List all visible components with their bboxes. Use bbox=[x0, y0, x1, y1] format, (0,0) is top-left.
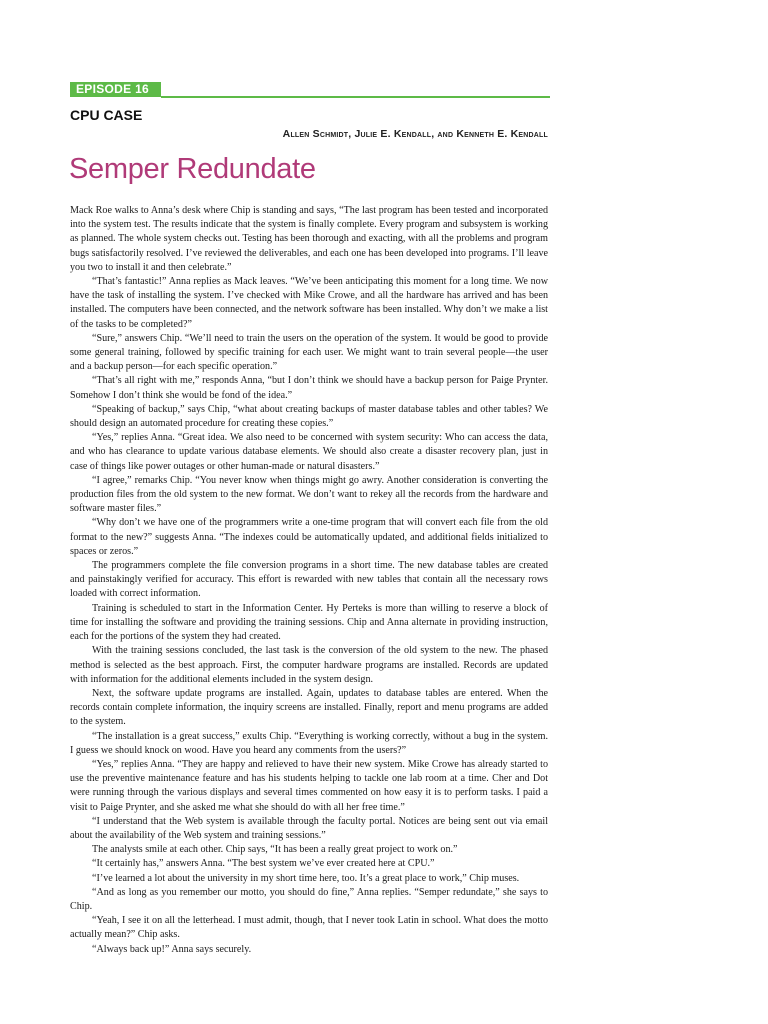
paragraph: “And as long as you remember our motto, you should do fine,” Anna replies. “Semper redundate,” she says to Chip. bbox=[70, 886, 548, 912]
case-title: CPU CASE bbox=[70, 107, 143, 123]
paragraph: “That’s all right with me,” responds Anna, “but I don’t think we should have a backup person for Paige Prynter. Somehow I don’t think she would be fond of the idea.” bbox=[70, 375, 548, 401]
story-title: Semper Redundate bbox=[69, 153, 316, 185]
paragraph: Next, the software update programs are installed. Again, updates to database tables are entered. When the records contain complete information, the inquiry screens are installed. Finally, report and menu programs are added to the system. bbox=[70, 687, 548, 728]
paragraph: With the training sessions concluded, the last task is the conversion of the old system to the new. The phased method is selected as the best approach. First, the computer hardware programs are installed. Records are updated with information for the additional elements included in the system design. bbox=[70, 645, 548, 685]
paragraph: “Yes,” replies Anna. “Great idea. We also need to be concerned with system security: Who can access the data, and who has clearance to update various database elements. We should also create a disaster recovery plan, just in case of things like power outages or other human-made or natural disasters.” bbox=[70, 432, 548, 472]
paragraph: “I understand that the Web system is available through the faculty portal. Notices are being sent out via email about the availability of the Web system and training sessions.” bbox=[70, 815, 548, 841]
paragraph: “That’s fantastic!” Anna replies as Mack leaves. “We’ve been anticipating this moment for a long time. We now have the task of installing the system. I’ve checked with Mike Crowe, and all the hardware has arrived and has been installed. The computers have been connected, and the network software has been installed. Why don’t we make a list of the tasks to be completed?” bbox=[70, 276, 548, 330]
paragraph: The analysts smile at each other. Chip says, “It has been a really great project to work on.” bbox=[92, 844, 458, 856]
story-body bbox=[70, 204, 548, 957]
paragraph: “Speaking of backup,” says Chip, “what about creating backups of master database tables and other tables? We should design an automated procedure for creating these copies.” bbox=[70, 403, 548, 430]
authors-line: Allen Schmidt, Julie E. Kendall, and Kenneth E. Kendall bbox=[282, 128, 548, 140]
paragraph: “The installation is a great success,” exults Chip. “Everything is working correctly, without a bug in the system. I guess we should knock on wood. Have you heard any comments from the users?” bbox=[70, 730, 548, 756]
paragraph: “Always back up!” Anna says securely. bbox=[92, 943, 252, 955]
paragraph: “Yeah, I see it on all the letterhead. I must admit, though, that I never took Latin in school. What does the motto actually mean?” Chip asks. bbox=[70, 915, 548, 941]
paragraph: “Sure,” answers Chip. “We’ll need to train the users on the operation of the system. It would be good to provide some general training, followed by specific training for each user. We might want to train several people—the user and a backup person—for each specific operation.” bbox=[70, 332, 548, 373]
paragraph: “Why don’t we have one of the programmers write a one-time program that will convert each file from the old format to the new?” suggests Anna. “The indexes could be automatically updated, and additional fields initialized to spaces or zeros.” bbox=[70, 517, 548, 557]
paragraph: “It certainly has,” answers Anna. “The best system we’ve ever created here at CPU.” bbox=[92, 858, 435, 870]
paragraph: Mack Roe walks to Anna’s desk where Chip is standing and says, “The last program has been tested and incorporated into the system test. The results indicate that the system is finally complete. Every program and subsystem is working as planned. The whole system checks out. Testing has been thorough and exacting, with all the problems and program bugs satisfactorily resolved. I’ve reviewed the deliverables, and each one has been developed into programs. I’ll leave you two to install it and then celebrate.” bbox=[70, 205, 548, 273]
episode-header bbox=[70, 82, 550, 97]
paragraph: The programmers complete the file conversion programs in a short time. The new database tables are created and painstakingly verified for accuracy. This effort is rewarded with new tables that contain all the necessary rows loaded with correct information. bbox=[70, 560, 548, 600]
paragraph: “I’ve learned a lot about the university in my short time here, too. It’s a great place to work,” Chip muses. bbox=[92, 872, 520, 884]
episode-rule bbox=[161, 96, 550, 98]
paragraph: Training is scheduled to start in the Information Center. Hy Perteks is more than willing to reserve a block of time for installing the software and providing the training sessions. Chip and Anna alternate in providing instruction, each for the portions of the system they had created. bbox=[70, 602, 548, 643]
paragraph: “I agree,” remarks Chip. “You never know when things might go awry. Another consideration is converting the production files from the old system to the new format. We don’t want to rekey all the records from the hardware and software master files.” bbox=[70, 474, 548, 515]
paragraph: “Yes,” replies Anna. “They are happy and relieved to have their new system. Mike Crowe has already started to use the preventive maintenance feature and has his students helping to tackle one lab room at a time. Cher and Dot were running through the various displays and several times commented on how easy it is to perform tasks. I paid a visit to Paige Prynter, and she asked me what she should do with all her free time.” bbox=[70, 758, 548, 813]
episode-label: EPISODE 16 bbox=[70, 82, 161, 97]
